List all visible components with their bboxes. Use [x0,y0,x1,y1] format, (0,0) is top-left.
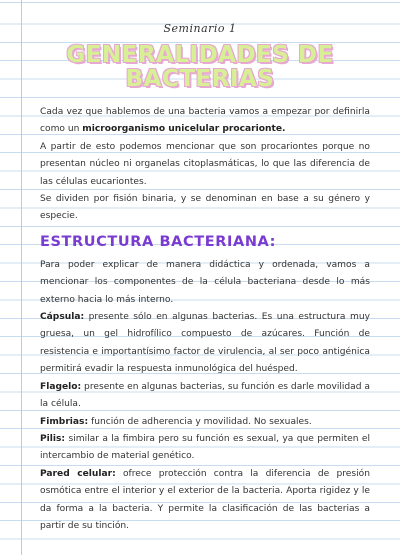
section-heading: ESTRUCTURA BACTERIANA: [40,233,277,250]
item-term: Pared celular: [40,468,116,479]
item-text: función de adherencia y movilidad. No sexuales. [88,416,312,427]
item-term: Fimbrias: [40,416,89,427]
title-line-2: BACTERIAS [125,66,275,92]
item-pared-celular [40,466,370,536]
definition-bold: microorganismo unicelular procarionte. [82,124,286,135]
intro-paragraph-2: A partir de esto podemos mencionar que son procariontes porque no presentan núcleo ni organelas citoplasmáticas, lo que las diferencia de las células eucariontes. [40,141,370,187]
item-flagelo [40,379,370,414]
item-term: Cápsula: [40,312,85,323]
item-fimbrias [40,414,370,431]
item-text: similar a la fimbira pero su función es sexual, ya que permiten el intercambio de material genético. [40,433,370,462]
intro-paragraph-3: Se dividen por fisión binaria, y se denominan en base a su género y especie. [40,194,370,222]
item-pilis [40,431,370,466]
item-term: Flagelo: [40,381,82,392]
intro-text: Cada vez que hablemos de una bacteria vamos a empezar por definirla como un [40,107,370,135]
item-text: presente sólo en algunas bacterias. Es una estructura muy gruesa, un gel hidrofílico compuesto de azúcares. Función de resistencia e importantísimo factor de virulencia, al ser poco antigénica permitirá evadir la respuesta inmunológica del huésped. [40,312,370,375]
item-text: presente en algunas bacterias, su función es darle movilidad a la célula. [40,381,370,410]
item-text: ofrece protección contra la diferencia de presión osmótica entre el interior y el exterior de la bacteria. Aporta rigidez y le da forma a la bacteria. Y permite la clasificación de las bacterias a partir de su tinción. [40,468,370,531]
intro-paragraph-1 [40,104,370,139]
item-term: Pilis: [40,433,66,444]
page-title [0,43,400,91]
page-header [0,22,400,91]
section-intro: Para poder explicar de manera didáctica y ordenada, vamos a mencionar los componentes de la célula bacteriana desde lo más externo hacia lo más interno. [40,259,370,305]
title-line-1: GENERALIDADES DE [66,42,334,68]
page-content [40,104,370,535]
item-capsula [40,309,370,379]
seminar-label: Seminario 1 [163,22,237,35]
